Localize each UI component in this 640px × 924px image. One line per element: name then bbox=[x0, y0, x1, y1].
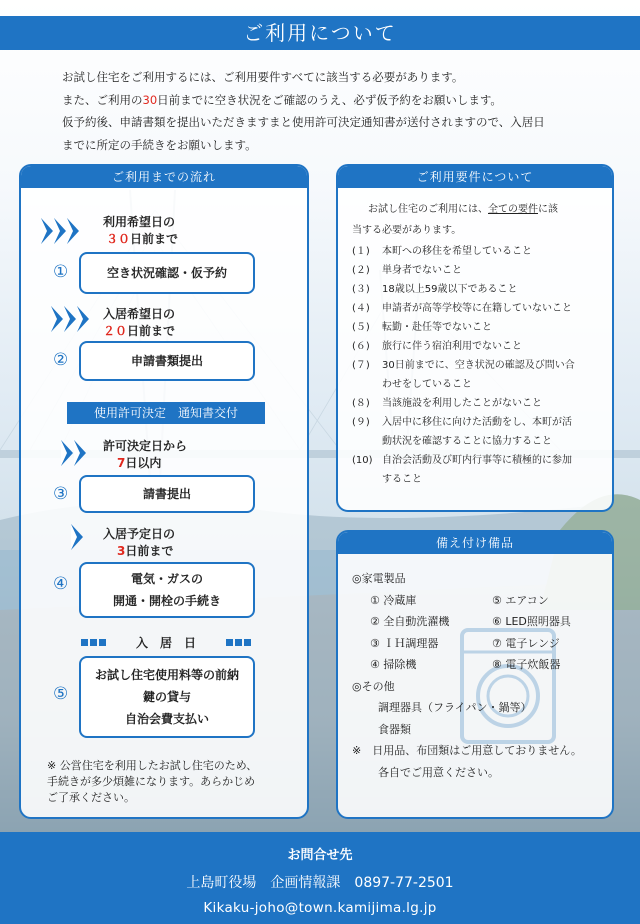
intro-line: また、ご利用の30日前までに空き状況をご確認のうえ、必ず仮予約をお願いします。 bbox=[62, 92, 502, 107]
step3-number: ③ bbox=[53, 484, 69, 504]
requirement-item: (６) 旅行に伴う宿泊利用でないこと bbox=[352, 341, 522, 352]
step5-box: お試し住宅使用料等の前納 鍵の貸与 自治会費支払い bbox=[79, 656, 255, 738]
step3-box: 請書提出 bbox=[79, 475, 255, 513]
requirement-item-cont: すること bbox=[382, 474, 422, 485]
requirement-item-cont: 動状況を確認することに協力すること bbox=[382, 436, 552, 447]
requirements-panel-title: ご利用要件について bbox=[338, 166, 612, 188]
step1-box: 空き状況確認・仮予約 bbox=[79, 252, 255, 294]
requirements-list bbox=[352, 242, 602, 489]
flow-note: ※ 公営住宅を利用したお試し住宅のため、 手続きが多少煩雑になります。あらかじめ ご了承ください。 bbox=[47, 759, 258, 804]
chevron-arrow-icon bbox=[41, 218, 80, 244]
contact-email-link[interactable]: Kikaku-joho@town.kamijima.lg.jp bbox=[203, 900, 437, 916]
appliance-list bbox=[352, 590, 602, 676]
requirements-panel bbox=[336, 164, 614, 512]
appliance-item: ⑧ 電子炊飯器 bbox=[492, 658, 561, 671]
step2-condition: 入居希望日の ２０日前まで bbox=[103, 307, 176, 338]
step1-number: ① bbox=[53, 262, 69, 282]
intro-line: までに所定の手続きをお願いします。 bbox=[62, 137, 257, 152]
appliance-item: ② 全自動洗濯機 bbox=[370, 615, 450, 628]
flow-panel bbox=[19, 164, 309, 819]
flow-panel-title: ご利用までの流れ bbox=[21, 166, 307, 188]
requirement-item: (５) 転勤・赴任等でないこと bbox=[352, 322, 492, 333]
requirements-lead: お試し住宅のご利用には、全ての要件に該 bbox=[368, 204, 558, 215]
requirement-item: (８) 当該施設を利用したことがないこと bbox=[352, 398, 542, 409]
intro-line: お試し住宅をご利用するには、ご利用要件すべてに該当する必要があります。 bbox=[62, 70, 464, 84]
chevron-arrow-icon bbox=[71, 524, 84, 550]
other-heading: ◎その他 bbox=[352, 679, 395, 693]
step2-box: 申請書類提出 bbox=[79, 341, 255, 381]
chevron-arrow-icon bbox=[51, 306, 90, 332]
appliance-item: ⑥ LED照明器具 bbox=[492, 615, 571, 628]
requirement-item: (１) 本町への移住を希望していること bbox=[352, 246, 532, 257]
step5-number: ⑤ bbox=[53, 684, 69, 704]
move-in-day-label: 入 居 日 bbox=[81, 634, 251, 651]
intro-line: 仮予約後、申請書類を提出いただきますまと使用許可決定通知書が送付されますので、入居日 bbox=[62, 115, 545, 129]
equipment-panel-title: 備え付け備品 bbox=[338, 532, 612, 554]
appliance-item: ① 冷蔵庫 bbox=[370, 593, 417, 607]
other-item: 食器類 bbox=[378, 722, 411, 736]
chevron-arrow-icon bbox=[61, 440, 87, 466]
step1-condition: 利用希望日の ３０日前まで bbox=[103, 215, 179, 246]
contact-heading: お問合せ先 bbox=[287, 848, 353, 863]
requirement-item: (９) 入居中に移住に向けた活動をし、本町が活 bbox=[352, 417, 572, 428]
step3-condition: 許可決定日から 7日以内 bbox=[103, 439, 188, 470]
equipment-panel bbox=[336, 530, 614, 819]
step4-condition: 入居予定日の 3日前まで bbox=[103, 527, 176, 558]
equipment-note-cont: 各自でご用意ください。 bbox=[378, 765, 499, 779]
appliance-item: ⑤ エアコン bbox=[492, 593, 549, 607]
page-title: ご利用について bbox=[0, 16, 640, 50]
step4-number: ④ bbox=[53, 574, 69, 594]
requirement-item: (３) 18歳以上59歳以下であること bbox=[352, 284, 518, 295]
appliance-item: ⑦ 電子レンジ bbox=[492, 636, 560, 650]
appliance-item: ④ 掃除機 bbox=[370, 658, 417, 671]
requirement-item: (４) 申請者が高等学校等に在籍していないこと bbox=[352, 303, 572, 314]
intro-text bbox=[62, 66, 602, 156]
step4-box: 電気・ガスの 開通・開栓の手続き bbox=[79, 562, 255, 618]
contact-phone: 上島町役場 企画情報課 0897-77-2501 bbox=[186, 875, 454, 891]
other-item: 調理器具（フライパン・鍋等） bbox=[378, 701, 532, 714]
appliance-item: ③ ＩＨ調理器 bbox=[370, 636, 439, 650]
requirement-item-cont: わせをしていること bbox=[382, 379, 472, 390]
requirement-item: (７) 30日前までに、空き状況の確認及び問い合 bbox=[352, 360, 575, 371]
appliances-heading: ◎家電製品 bbox=[352, 572, 406, 585]
requirement-item: (２) 単身者でないこと bbox=[352, 265, 462, 276]
requirements-lead-cont: 当する必要があります。 bbox=[352, 225, 462, 236]
contact-footer bbox=[0, 832, 640, 924]
decision-banner: 使用許可決定 通知書交付 bbox=[67, 402, 265, 424]
requirement-item: (10) 自治会活動及び町内行事等に積極的に参加 bbox=[352, 455, 572, 466]
step2-number: ② bbox=[53, 350, 69, 370]
equipment-note: ※ 日用品、布団類はご用意しておりません。 bbox=[352, 744, 582, 757]
